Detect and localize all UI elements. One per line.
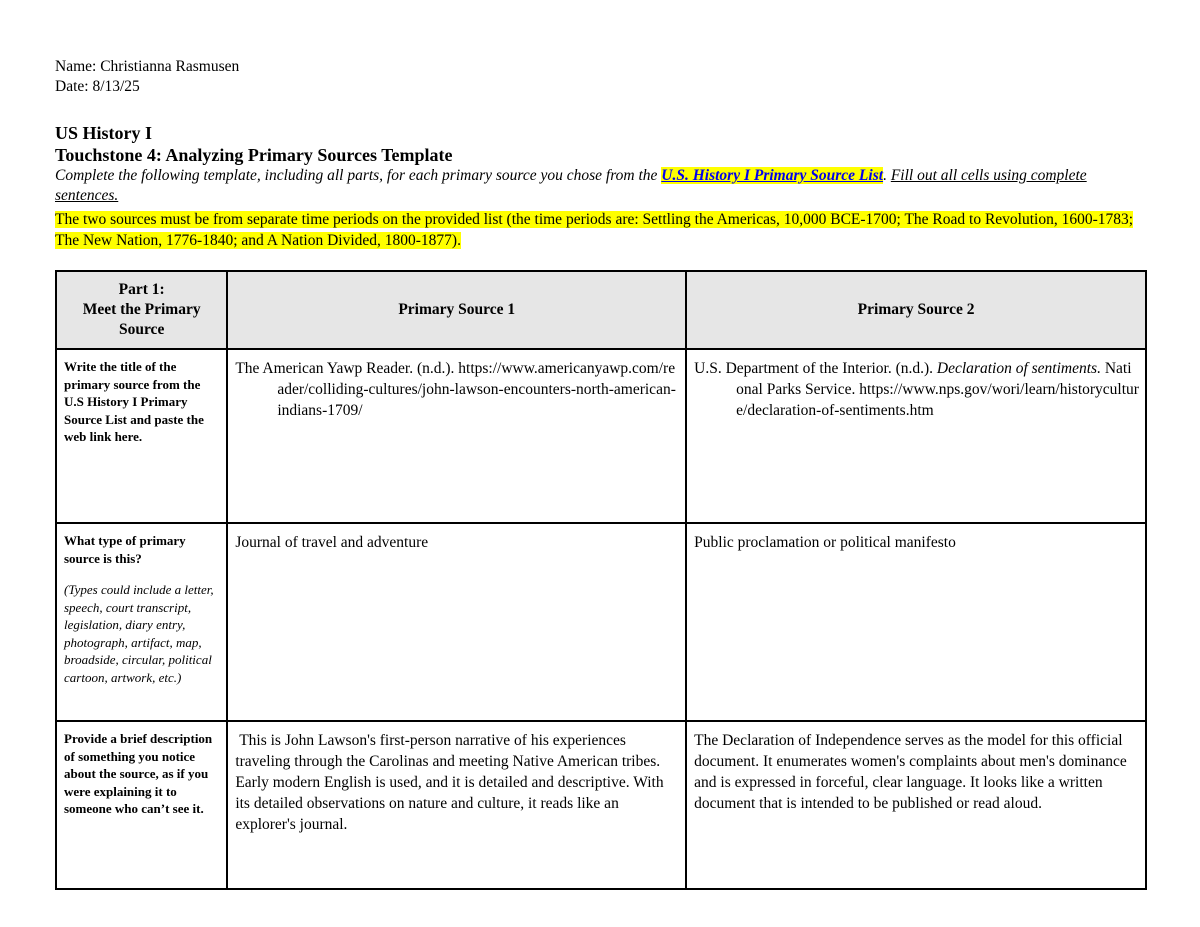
source2-type-cell[interactable]: Public proclamation or political manifesto (686, 523, 1146, 721)
row-label-type (56, 523, 227, 721)
source2-citation-title: Declaration of sentiments. (936, 360, 1101, 377)
row-label-title (56, 349, 227, 523)
course-title: US History I (55, 123, 153, 143)
row-label-text: Write the title of the primary source from the U.S History I Primary Source List and paste the web link here. (64, 359, 204, 444)
row-label-description (56, 721, 227, 889)
part-label-line1: Part 1: (118, 281, 165, 298)
source2-citation (694, 358, 1139, 421)
source2-title-cell[interactable] (686, 349, 1146, 523)
source2-citation-post: National Parks Service. https://www.nps.gov/wori/learn/historyculture/declaration-of-sentiments.htm (736, 360, 1139, 419)
source2-citation-pre: U.S. Department of the Interior. (n.d.). (694, 360, 937, 377)
student-info (55, 57, 239, 97)
source1-header: Primary Source 1 (227, 271, 686, 349)
name-line: Name: Christianna Rasmusen (55, 58, 240, 75)
table-row (56, 349, 1146, 523)
instructions-emphasis: Fill out all cells using complete sentences. (55, 167, 1087, 204)
table-header-row (56, 271, 1146, 349)
primary-source-list-link[interactable]: U.S. History I Primary Source List (661, 167, 884, 184)
time-period-requirement (55, 209, 1150, 251)
source2-header: Primary Source 2 (686, 271, 1146, 349)
part-label-header (56, 271, 227, 349)
row-label-text: Provide a brief description of something you notice about the source, as if you were explaining it to someone who can’t see it. (64, 731, 213, 816)
row-label-note: (Types could include a letter, speech, court transcript, legislation, diary entry, photograph, artifact, map, broadside, circular, political cartoon, artwork, etc.) (64, 582, 214, 685)
part-label-line2: Meet the Primary Source (82, 301, 201, 338)
requirement-text: The two sources must be from separate time periods on the provided list (the time periods are: Settling the Americas, 10,000 BCE-1700; The Road to Revolution, 1600-1783; The New Nation, 1776-1840; and A Nation Divided, 1800-1877). (55, 211, 1134, 249)
row-label-text: What type of primary source is this? (64, 533, 186, 566)
primary-sources-table (55, 270, 1147, 890)
table-row (56, 523, 1146, 721)
source1-citation: The American Yawp Reader. (n.d.). https://www.americanyawp.com/reader/colliding-cultures/john-lawson-encounters-north-american-indians-1709/ (235, 360, 676, 419)
source1-type-cell[interactable]: Journal of travel and adventure (227, 523, 686, 721)
instructions-after-link: . (883, 167, 891, 184)
instructions (55, 166, 1150, 206)
table-row (56, 721, 1146, 889)
template-title: Touchstone 4: Analyzing Primary Sources Template (55, 145, 453, 165)
source1-description-cell[interactable]: This is John Lawson's first-person narrative of his experiences traveling through the Carolinas and meeting Native American tribes. Early modern English is used, and it is detailed and descriptive. With its detailed observations on nature and culture, it reads like an explorer's journal. (227, 721, 686, 889)
date-line: Date: 8/13/25 (55, 78, 140, 95)
source1-title-cell[interactable] (227, 349, 686, 523)
instructions-intro: Complete the following template, including all parts, for each primary source you chose from the (55, 167, 662, 184)
source2-description-cell[interactable]: The Declaration of Independence serves as the model for this official document. It enumerates women's complaints about men's dominance and is expressed in forceful, clear language. It looks like a written document that is intended to be published or read aloud. (686, 721, 1146, 889)
